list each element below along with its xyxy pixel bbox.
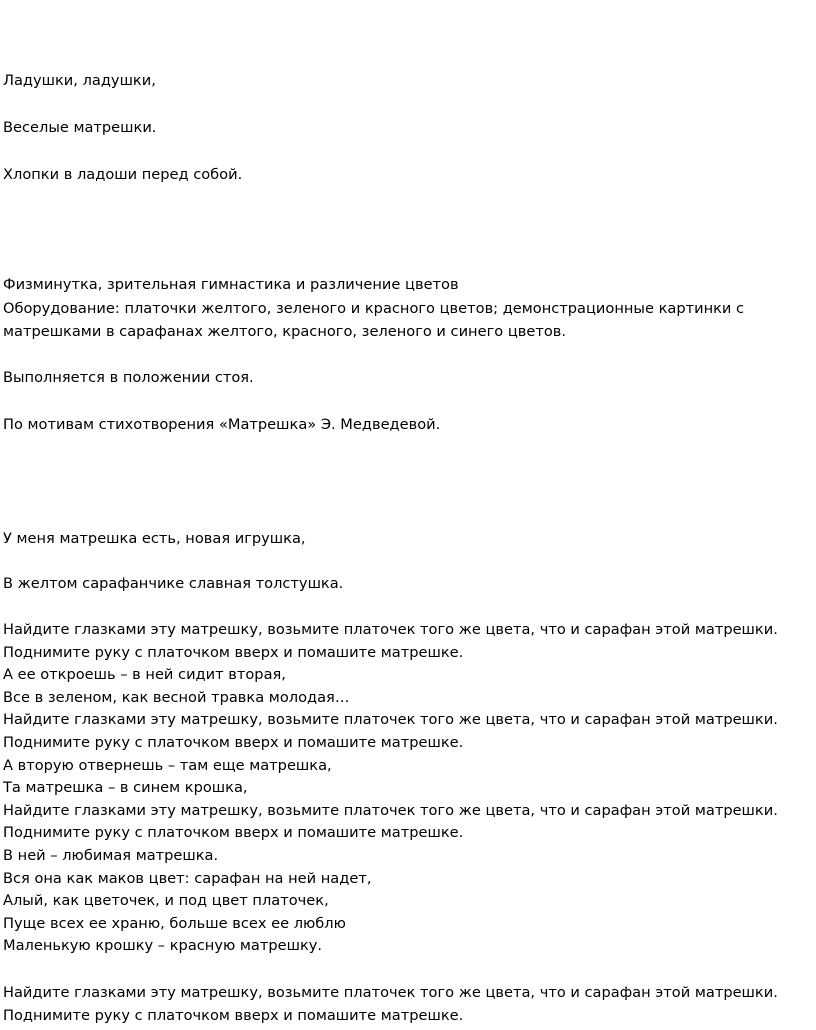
instruction-line: Поднимите руку с платочком вверх и помашите матрешке. [3,1007,464,1024]
poem-line: А вторую отвернешь – там еще матрешка, [3,757,332,774]
text-line: По мотивам стихотворения «Матрешка» Э. Медведевой. [3,416,441,433]
poem-line: Алый, как цветочек, и под цвет платочек, [3,892,329,909]
instruction-line: Найдите глазками эту матрешку, возьмите платочек того же цвета, что и сарафан этой матрешки. [3,984,778,1001]
instruction-line: Поднимите руку с платочком вверх и помашите матрешке. [3,644,464,661]
poem-line: Маленькую крошку – красную матрешку. [3,937,323,954]
text-line: Ладушки, ладушки, [3,72,156,89]
poem-line: В ней – любимая матрешка. [3,847,219,864]
instruction-line: Найдите глазками эту матрешку, возьмите платочек того же цвета, что и сарафан этой матрешки. [3,711,778,728]
poem-line: Все в зеленом, как весной травка молодая… [3,689,350,706]
section-heading: Физминутка, зрительная гимнастика и различение цветов [3,276,459,293]
text-line: Оборудование: платочки желтого, зеленого и красного цветов; демонстрационные картинки с [3,300,745,317]
text-line: Хлопки в ладоши перед собой. [3,166,243,183]
instruction-line: Поднимите руку с платочком вверх и помашите матрешке. [3,824,464,841]
text-line: Веселые матрешки. [3,119,157,136]
poem-line: Та матрешка – в синем крошка, [3,779,248,796]
poem-line: В желтом сарафанчике славная толстушка. [3,575,344,592]
instruction-line: Найдите глазками эту матрешку, возьмите платочек того же цвета, что и сарафан этой матрешки. [3,621,778,638]
instruction-line: Поднимите руку с платочком вверх и помашите матрешке. [3,734,464,751]
poem-line: Пуще всех ее храню, больше всех ее люблю [3,915,346,932]
poem-line: А ее откроешь – в ней сидит вторая, [3,666,286,683]
poem-line: Вся она как маков цвет: сарафан на ней надет, [3,870,372,887]
text-line: матрешками в сарафанах желтого, красного, зеленого и синего цветов. [3,323,566,340]
poem-line: У меня матрешка есть, новая игрушка, [3,530,306,547]
text-line: Выполняется в положении стоя. [3,369,254,386]
instruction-line: Найдите глазками эту матрешку, возьмите платочек того же цвета, что и сарафан этой матрешки. [3,802,778,819]
